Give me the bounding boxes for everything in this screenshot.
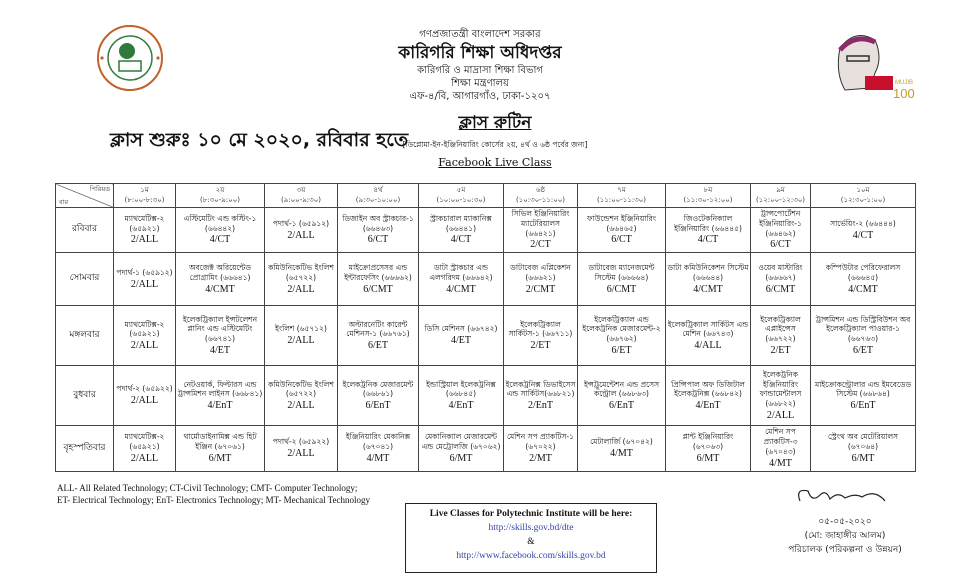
subject-name: পদার্থ-১ (৬৫৯১২) <box>272 218 330 228</box>
semester-technology: 6/CMT <box>765 283 796 295</box>
corner-cell <box>56 184 114 208</box>
semester-technology: 2/ALL <box>287 283 315 295</box>
semester-technology: 4/EnT <box>448 400 474 411</box>
semester-technology: 6/CT <box>367 234 389 246</box>
ministry-name: শিক্ষা মন্ত্রণালয় <box>451 78 509 89</box>
class-cell <box>666 253 751 306</box>
semester-technology: 6/ET <box>853 344 873 356</box>
class-cell <box>811 208 916 253</box>
semester-technology: 4/CT <box>209 234 231 246</box>
class-cell <box>338 306 419 366</box>
semester-technology: 6/ET <box>368 340 388 351</box>
semester-technology: 4/CMT <box>848 283 878 295</box>
class-cell <box>578 253 666 306</box>
subject-name: ইন্সট্রুমেন্টেশন এন্ড প্রসেস কন্ট্রোল (৬৬৮৬৩) <box>583 379 660 399</box>
class-cell <box>176 306 265 366</box>
government-name: গণপ্রজাতন্ত্রী বাংলাদেশ সরকার <box>419 29 541 40</box>
subject-name: ডাটাবেজ ম্যানেজমেন্ট সিস্টেম (৬৬৬৬৪) <box>588 263 655 282</box>
semester-technology: 4/ALL <box>694 340 722 351</box>
period-number: ৭ম <box>617 186 626 195</box>
day-row <box>56 208 916 253</box>
semester-technology: 4/EnT <box>695 400 721 411</box>
routine-subtitle: [ডিপ্লোমা-ইন-ইঞ্জিনিয়ারিং কোর্সের ২য়, ৪র্থ ও ৬ষ্ঠ পর্বের জন্য] <box>402 140 588 149</box>
subject-name: ইলেকট্রিক্যাল সার্কিটস এন্ড মেশিন (৬৬৭৪৩) <box>667 319 749 339</box>
subject-name: কমিউনিকেটিভ ইংলিশ (৬৫৭২২) <box>268 379 334 399</box>
subject-name: থার্মোডাইনামিক্স এন্ড হিট ইঞ্জিন (৬৭০৬১) <box>183 432 257 451</box>
class-cell <box>419 426 504 471</box>
period-header-row <box>56 184 916 208</box>
class-cell <box>811 366 916 426</box>
subject-name: ইঞ্জিনিয়ারিং মেকানিক্স (৬৭০৪১) <box>345 432 411 451</box>
semester-technology: 6/CMT <box>606 283 637 295</box>
subject-name: ম্যাথমেটিক্স-২ (৬৫৯২১) <box>124 319 165 339</box>
subject-name: জিওটেকনিক্যাল ইঞ্জিনিয়ারিং (৬৬৪৪৫) <box>674 213 742 233</box>
semester-technology: 6/CT <box>611 234 632 246</box>
class-cell <box>114 208 176 253</box>
subject-name: স্ট্রেংথ অব মেটেরিয়ালস (৬৭০৬৪) <box>828 432 898 451</box>
class-cell <box>419 366 504 426</box>
signatory-name: (মো: জাহাঙ্গীর আলম) <box>804 531 886 541</box>
semester-technology: 2/ALL <box>287 335 315 347</box>
subject-name: মাইক্রোপ্রসেসর এন্ড ইন্টারফেসিং (৬৬৬৬২) <box>344 263 412 282</box>
subject-name: ওয়েব মাস্টারিং (৬৬৬৬৭) <box>758 263 803 282</box>
subject-name: ট্রান্সপোর্টেশন ইঞ্জিনিয়ারিং-১ (৬৬৪৬২) <box>759 209 802 238</box>
semester-technology: 6/MT <box>696 452 720 464</box>
division-name: কারিগরি ও মাদ্রাসা শিক্ষা বিভাগ <box>417 65 543 76</box>
day-cell: মঙ্গলবার <box>56 306 114 366</box>
period-header <box>265 184 338 208</box>
semester-technology: 2/ALL <box>287 229 315 241</box>
semester-technology: 2/EnT <box>528 400 553 411</box>
class-cell <box>176 366 265 426</box>
semester-technology: 2/ALL <box>130 234 159 246</box>
semester-technology: 6/MT <box>208 452 232 464</box>
period-time: (১১:০০-১১:৩০) <box>596 195 647 204</box>
class-cell <box>338 366 419 426</box>
class-cell <box>751 253 811 306</box>
semester-technology: 4/CMT <box>446 283 476 295</box>
period-number: ২য় <box>215 186 225 195</box>
subject-name: নেটওয়ার্ক, ফিল্টারস এন্ড ট্রান্সমিশন লাইনস (৬৬৮৪১) <box>177 379 263 399</box>
live-classes-box <box>405 503 657 573</box>
subject-name: মেশিন সপ প্র্যাকটিস-১ (৬৭০২২) <box>506 432 575 451</box>
semester-technology: 2/ALL <box>130 278 159 290</box>
ampersand: & <box>527 537 535 547</box>
subject-name: ডাটাবেজ এপ্লিকেশন (৬৬৬২১) <box>510 263 571 282</box>
period-number: ৮ম <box>703 186 713 195</box>
class-cell <box>419 253 504 306</box>
signature-block <box>760 515 930 557</box>
subject-name: ফাউন্ডেশন ইঞ্জিনিয়ারিং (৬৬৪৬৫) <box>587 213 656 233</box>
class-start-note: ক্লাস শুরুঃ ১০ মে ২০২০, রবিবার হতে <box>110 129 409 151</box>
facebook-live-heading: Facebook Live Class <box>438 156 552 169</box>
class-cell <box>578 366 666 426</box>
semester-technology: 4/MT <box>769 457 792 469</box>
period-number: ১০ম <box>856 186 870 195</box>
subject-name: পদার্থ-২ (৬৫৯২২) <box>272 437 330 446</box>
period-time: (৯:০০-৯:৩০) <box>281 195 321 204</box>
class-cell <box>114 306 176 366</box>
semester-technology: 2/ET <box>530 340 551 351</box>
subject-name: সার্ভেয়িং-২ (৬৬৪৪৪) <box>830 218 896 228</box>
class-cell <box>265 253 338 306</box>
period-time: (১২:৩০-১:০০) <box>840 195 886 204</box>
semester-technology: 2/CT <box>530 239 551 251</box>
subject-name: অল্টারনেটিং কারেন্ট মেশিনস-১ (৬৬৭৬১) <box>346 319 410 339</box>
day-row <box>56 426 916 471</box>
semester-technology: 4/EnT <box>207 400 233 411</box>
day-row <box>56 253 916 306</box>
semester-technology: 2/ALL <box>287 447 315 459</box>
subject-name: মেকানিক্যাল মেজারমেন্ট এন্ড মেট্রোলজি (৬৭০৬২) <box>421 432 501 451</box>
period-header <box>176 184 265 208</box>
subject-name: ইলেকট্রিক্যাল এন্ড ইলেকট্রনিক মেজারমেন্ট-২ (৬৬৭৬২) <box>582 314 661 344</box>
class-cell <box>176 208 265 253</box>
subject-name: ইলেকট্রিক্যাল এপ্লাইন্সেস (৬৬৭২২) <box>760 314 801 344</box>
class-cell <box>114 426 176 471</box>
period-header <box>504 184 578 208</box>
period-number: ১ম <box>140 186 149 195</box>
class-cell <box>338 253 419 306</box>
semester-technology: 6/EnT <box>609 400 634 411</box>
day-row <box>56 366 916 426</box>
period-header <box>338 184 419 208</box>
period-time: (৮:৩০-৯:০০) <box>200 195 240 204</box>
day-cell: সোমবার <box>56 253 114 306</box>
semester-technology: 6/MT <box>851 452 875 464</box>
subject-name: ডিজাইন অব স্ট্রাকচার-১ (৬৬৪৬৩) <box>342 213 414 233</box>
class-cell <box>751 366 811 426</box>
corner-period-label: পিরিয়ড <box>89 185 110 193</box>
subject-name: ইংলিশ (৬৫৭১২) <box>275 324 327 334</box>
semester-technology: 4/CT <box>852 229 874 241</box>
semester-technology: 6/EnT <box>850 400 876 411</box>
subject-name: প্রিন্সিপাল অফ ডিজিটাল ইলেকট্রনিক্স (৬৬৮৪২) <box>671 379 745 399</box>
class-cell <box>504 426 578 471</box>
semester-technology: 6/CMT <box>363 283 393 295</box>
class-cell <box>666 426 751 471</box>
subject-name: ইন্ডাস্ট্রিয়াল ইলেকট্রনিক্স (৬৬৮৪৫) <box>426 379 496 399</box>
department-name: কারিগরি শিক্ষা অধিদপ্তর <box>398 43 562 63</box>
class-cell <box>265 366 338 426</box>
period-time: (১১:৩০-১২:০০) <box>683 195 733 204</box>
mujib-100-logo <box>825 28 915 108</box>
class-cell <box>578 208 666 253</box>
subject-name: পদার্থ-১ (৬৫৯১২) <box>116 267 173 277</box>
class-cell <box>666 366 751 426</box>
class-cell <box>265 426 338 471</box>
legend-line: ET- Electrical Technology; EnT- Electronics Technology; MT- Mechanical Technology <box>57 495 371 505</box>
semester-technology: 4/CMT <box>693 283 723 295</box>
semester-technology: 4/ET <box>210 344 230 356</box>
subject-name: ম্যাথমেটিক্স-২ (৬৫৯২১) <box>124 213 165 233</box>
class-cell <box>265 306 338 366</box>
period-number: ৪র্থ <box>373 186 383 195</box>
semester-technology: 4/CT <box>697 234 719 246</box>
semester-technology: 6/EnT <box>365 400 391 411</box>
day-cell: বৃহস্পতিবার <box>56 426 114 471</box>
class-cell <box>176 426 265 471</box>
facebook-link[interactable]: http://www.facebook.com/skills.gov.bd <box>456 551 606 561</box>
class-cell <box>419 208 504 253</box>
subject-name: ডিসি মেশিনস (৬৬৭৪২) <box>424 324 498 334</box>
class-cell <box>751 306 811 366</box>
class-cell <box>666 208 751 253</box>
day-cell: বুধবার <box>56 366 114 426</box>
period-number: ৬ষ্ঠ <box>535 186 546 195</box>
subject-name: অবজেক্ট অরিয়েন্টেড প্রোগ্রামিং (৬৬৬৪১) <box>189 263 251 282</box>
subject-name: সিভিল ইঞ্জিনিয়ারিং ম্যাটেরিয়ালস (৬৬৪২১) <box>511 209 570 238</box>
period-number: ৩য় <box>296 186 306 195</box>
period-number: ৯ম <box>776 186 785 195</box>
semester-technology: 6/CT <box>770 239 791 251</box>
period-header <box>666 184 751 208</box>
class-cell <box>578 426 666 471</box>
subject-name: ইলেকট্রিক্যাল সার্কিটস-১ (৬৬৭১১) <box>508 319 573 339</box>
subject-name: ডাটা কমিউনিকেশন সিস্টেম (৬৬৬৪৪) <box>667 263 749 282</box>
subject-name: ট্রান্সমিশন এন্ড ডিস্ট্রিবিউশন অব ইলেকট্রিক্যাল পাওয়ার-১ (৬৬৭৬৩) <box>815 314 911 344</box>
semester-technology: 2/MT <box>529 452 552 464</box>
subject-name: কমিউনিকেটিভ ইংলিশ (৬৫৭২২) <box>268 263 334 282</box>
class-cell <box>578 306 666 366</box>
class-cell <box>811 426 916 471</box>
class-cell <box>114 366 176 426</box>
class-cell <box>504 366 578 426</box>
period-header <box>419 184 504 208</box>
semester-technology: 6/ET <box>611 344 632 356</box>
class-cell <box>265 208 338 253</box>
abbreviation-legend <box>57 482 370 506</box>
period-header <box>811 184 916 208</box>
semester-technology: 2/ALL <box>130 340 159 351</box>
class-cell <box>114 253 176 306</box>
period-header <box>114 184 176 208</box>
semester-technology: 2/CMT <box>525 283 556 295</box>
period-time: (৯:৩০-১০:০০) <box>355 195 401 204</box>
subject-name: এস্টিমেটিং এন্ড কস্টিং-১ (৬৬৪৪২) <box>183 213 257 233</box>
class-routine-table <box>55 183 916 472</box>
dte-link[interactable]: http://skills.gov.bd/dte <box>488 523 574 533</box>
subject-name: ইলেকট্রনিক ইঞ্জিনিয়ারিং ফান্ডামেন্টালস (৬৬৮২২) <box>759 369 802 408</box>
corner-day-label: বার <box>59 197 69 206</box>
subject-name: মেশিন সপ প্র্যাকটিস-৩ (৬৭০৪৩) <box>763 427 798 456</box>
class-cell <box>338 208 419 253</box>
semester-technology: 6/MT <box>449 452 473 464</box>
class-cell <box>504 208 578 253</box>
semester-technology: 4/ET <box>451 335 471 347</box>
semester-technology: 2/ALL <box>130 395 159 407</box>
dte-logo <box>95 23 165 93</box>
signature-image <box>790 483 890 511</box>
class-cell <box>419 306 504 366</box>
period-header <box>578 184 666 208</box>
svg-text:MUJIB: MUJIB <box>895 80 913 86</box>
day-cell: রবিবার <box>56 208 114 253</box>
subject-name: ইলেকট্রনিক মেজারমেন্ট (৬৬৮৬১) <box>342 379 414 399</box>
semester-technology: 2/ALL <box>130 452 159 464</box>
day-row <box>56 306 916 366</box>
semester-technology: 2/ET <box>770 344 791 356</box>
subject-name: মেটালার্জি (৬৭০৪২) <box>590 437 653 446</box>
legend-line: ALL- All Related Technology; CT-Civil Technology; CMT- Computer Technology; <box>57 483 358 493</box>
subject-name: ম্যাথমেটিক্স-২ (৬৫৯২১) <box>124 432 165 451</box>
address: এফ-৪/বি, আগারগাঁও, ঢাকা-১২০৭ <box>409 91 551 102</box>
semester-technology: 4/CT <box>450 234 472 246</box>
semester-technology: 4/MT <box>610 447 633 459</box>
period-time: (১০:৩০-১১:০০) <box>515 195 566 204</box>
routine-title: ক্লাস রুটিন <box>458 113 532 133</box>
subject-name: প্লান্ট ইঞ্জিনিয়ারিং (৬৭০৬৩) <box>682 432 734 451</box>
signature-date: ০৫-০৫-২০২০ <box>818 517 872 527</box>
class-cell <box>504 306 578 366</box>
live-box-heading: Live Classes for Polytechnic Institute will be here: <box>429 509 633 519</box>
class-cell <box>751 426 811 471</box>
semester-technology: 4/CMT <box>205 283 235 295</box>
class-cell <box>666 306 751 366</box>
svg-text:100: 100 <box>893 86 915 101</box>
subject-name: পদার্থ-২ (৬৫৯২২) <box>116 384 173 394</box>
class-cell <box>751 208 811 253</box>
class-cell <box>338 426 419 471</box>
semester-technology: 2/ALL <box>766 409 795 421</box>
class-cell <box>811 306 916 366</box>
class-cell <box>504 253 578 306</box>
subject-name: স্ট্রাকচারাল ম্যাকানিক্স (৬৬৪৪১) <box>430 213 492 233</box>
class-cell <box>176 253 265 306</box>
semester-technology: 2/ALL <box>287 400 315 411</box>
class-cell <box>811 253 916 306</box>
subject-name: মাইক্রোকন্ট্রোলার এন্ড ইমবেডেড সিস্টেম (৬৬৮৬৪) <box>814 379 912 399</box>
signatory-designation: পরিচালক (পরিকল্পনা ও উন্নয়ন) <box>788 545 902 555</box>
period-time: (১২:০০-১২:৩০) <box>755 195 806 204</box>
subject-name: ইলেকট্রনিক্স ডিভাইসেস এন্ড সার্কিটস(৬৬৮২১) <box>505 379 576 399</box>
subject-name: ডাটা স্ট্রাকচার এন্ড এলগরিদম (৬৬৬৪২) <box>429 263 493 282</box>
period-time: (৮:০০-৮:৩০) <box>124 195 165 204</box>
semester-technology: 4/MT <box>366 452 390 464</box>
subject-name: ইলেকট্রিক্যাল ইন্সটলেশন প্লানিং এন্ড এস্টিমেটিং (৬৬৭৪১) <box>182 314 258 344</box>
subject-name: কম্পিউটার পেরিফেরালস (৬৬৬৪৫) <box>825 263 901 282</box>
period-number: ৫ম <box>456 186 466 195</box>
period-time: (১০:০০-১০:৩০) <box>436 195 486 204</box>
period-header <box>751 184 811 208</box>
